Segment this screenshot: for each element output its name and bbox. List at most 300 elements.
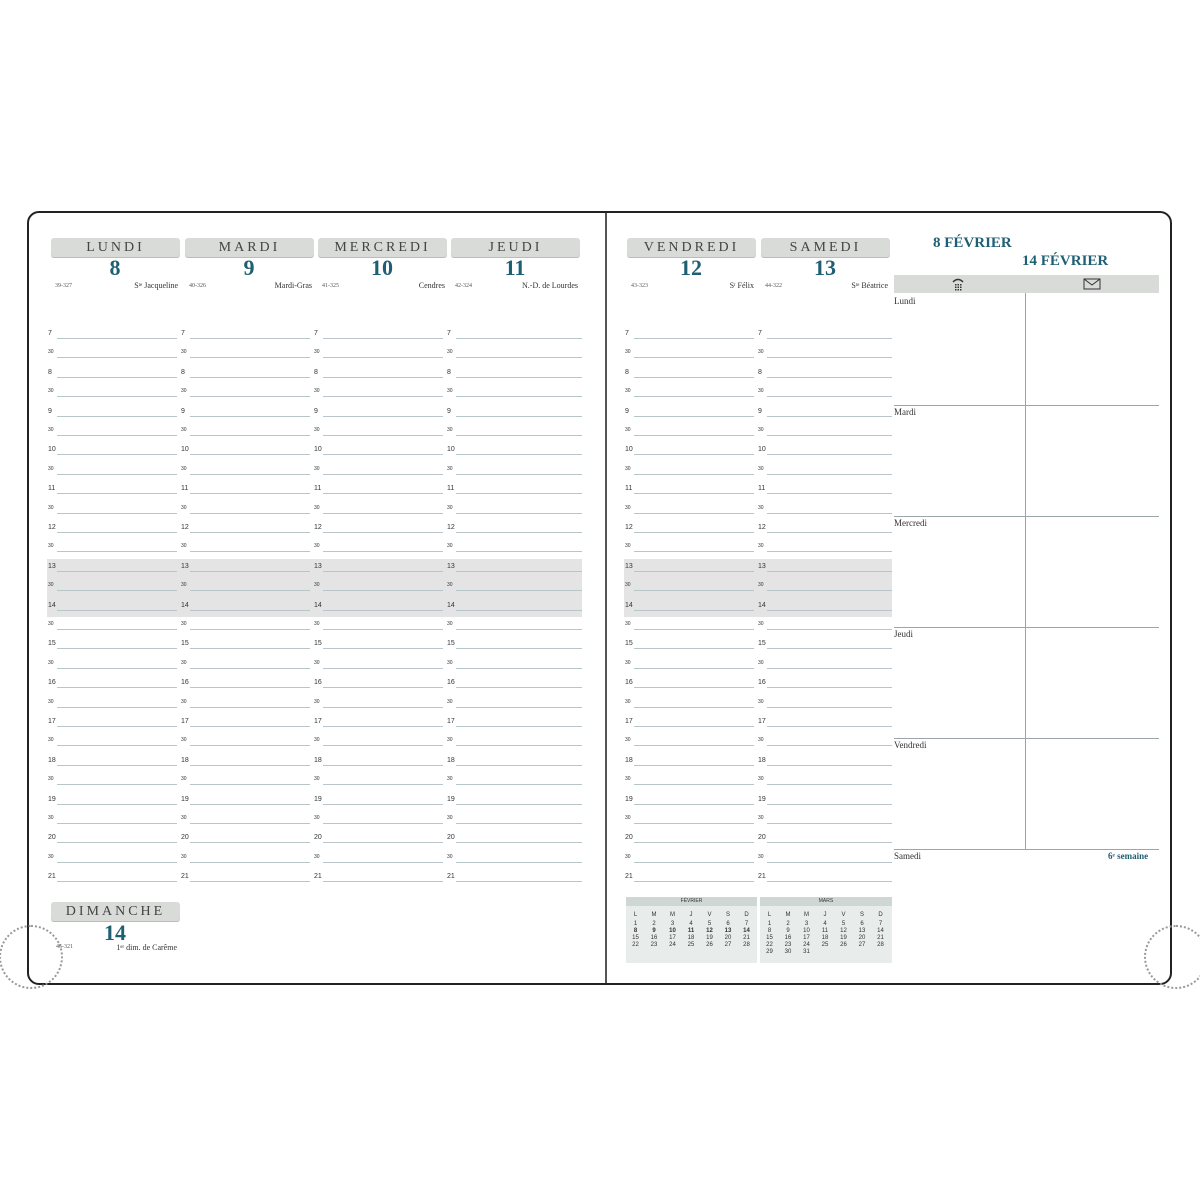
writing-line[interactable] xyxy=(767,610,892,611)
mini-calendar-day[interactable]: 15 xyxy=(766,935,773,941)
writing-line[interactable] xyxy=(57,416,177,417)
hour-label: 14 xyxy=(625,601,633,609)
hour-label: 30 xyxy=(181,621,187,627)
mini-calendar-day[interactable]: 19 xyxy=(706,935,713,941)
weekday-initial: J xyxy=(689,912,693,918)
writing-line[interactable] xyxy=(323,396,443,397)
hour-label: 12 xyxy=(758,524,766,531)
writing-line[interactable] xyxy=(323,377,443,378)
mini-calendar-day[interactable]: 28 xyxy=(743,942,750,948)
writing-line[interactable] xyxy=(323,338,443,339)
writing-line[interactable] xyxy=(767,435,892,436)
writing-line[interactable] xyxy=(323,842,443,843)
writing-line[interactable] xyxy=(57,881,177,882)
mini-calendar-day[interactable]: 4 xyxy=(689,921,693,927)
writing-line[interactable] xyxy=(767,396,892,397)
hour-label: 30 xyxy=(758,621,764,627)
mini-calendar-day[interactable]: 23 xyxy=(784,942,792,948)
writing-line[interactable] xyxy=(634,745,754,746)
weekday-initial: S xyxy=(859,912,864,918)
mini-calendar-day[interactable]: 18 xyxy=(687,935,695,941)
mini-calendar-day[interactable]: 10 xyxy=(803,928,810,934)
hour-label: 20 xyxy=(314,834,322,842)
mini-calendar-day[interactable]: 3 xyxy=(804,921,809,927)
writing-line[interactable] xyxy=(323,881,443,882)
writing-line[interactable] xyxy=(456,823,582,824)
writing-line[interactable] xyxy=(456,532,582,533)
writing-line[interactable] xyxy=(634,513,754,514)
hour-label: 30 xyxy=(48,504,54,511)
writing-line[interactable] xyxy=(190,377,310,378)
writing-line[interactable] xyxy=(57,513,177,514)
mini-calendar-day[interactable]: 16 xyxy=(784,935,792,941)
writing-line[interactable] xyxy=(323,745,443,746)
hour-label: 30 xyxy=(447,543,453,550)
mini-calendar-day[interactable]: 9 xyxy=(652,928,656,934)
hour-label: 13 xyxy=(48,562,56,570)
writing-line[interactable] xyxy=(456,707,582,708)
writing-line[interactable] xyxy=(767,668,892,669)
hour-label: 17 xyxy=(447,718,455,725)
hour-label: 30 xyxy=(314,504,320,511)
writing-line[interactable] xyxy=(767,513,892,514)
mini-calendar-day[interactable]: 22 xyxy=(766,942,773,948)
writing-line[interactable] xyxy=(767,416,892,417)
writing-line[interactable] xyxy=(323,707,443,708)
hour-label: 20 xyxy=(758,834,766,842)
writing-line[interactable] xyxy=(767,726,892,727)
writing-line[interactable] xyxy=(456,571,582,572)
week-number-sunday: 45-321 xyxy=(56,944,73,950)
writing-line[interactable] xyxy=(323,357,443,358)
writing-line[interactable] xyxy=(634,862,754,863)
writing-line[interactable] xyxy=(190,707,310,708)
writing-line[interactable] xyxy=(57,823,177,824)
writing-line[interactable] xyxy=(767,823,892,824)
writing-line[interactable] xyxy=(456,687,582,688)
writing-line[interactable] xyxy=(456,396,582,397)
mini-calendar-day[interactable]: 29 xyxy=(766,949,773,955)
writing-line[interactable] xyxy=(634,435,754,436)
writing-line[interactable] xyxy=(190,493,310,494)
mini-calendar-day[interactable]: 13 xyxy=(724,928,732,934)
writing-line[interactable] xyxy=(456,629,582,630)
writing-line[interactable] xyxy=(323,784,443,785)
writing-line[interactable] xyxy=(57,338,177,339)
hour-label: 30 xyxy=(181,815,187,821)
mini-calendar-day[interactable]: 23 xyxy=(650,942,658,948)
mini-calendar-day[interactable]: 27 xyxy=(858,942,866,948)
day-tab-sunday: DIMANCHE xyxy=(51,902,180,921)
mini-calendar-day[interactable]: 26 xyxy=(840,942,847,948)
writing-line[interactable] xyxy=(634,648,754,649)
writing-line[interactable] xyxy=(323,668,443,669)
hour-label: 16 xyxy=(758,679,766,687)
writing-line[interactable] xyxy=(57,435,177,436)
writing-line[interactable] xyxy=(190,571,310,572)
writing-line[interactable] xyxy=(634,804,754,805)
writing-line[interactable] xyxy=(456,842,582,843)
writing-line[interactable] xyxy=(634,765,754,766)
mini-calendar-day[interactable]: 4 xyxy=(823,921,827,927)
writing-line[interactable] xyxy=(634,590,754,591)
mini-calendar-day[interactable]: 5 xyxy=(707,921,712,927)
writing-line[interactable] xyxy=(456,551,582,552)
writing-line[interactable] xyxy=(456,474,582,475)
writing-line[interactable] xyxy=(767,590,892,591)
writing-line[interactable] xyxy=(767,804,892,805)
writing-line[interactable] xyxy=(456,493,582,494)
writing-line[interactable] xyxy=(323,648,443,649)
mini-calendar-day[interactable]: 28 xyxy=(877,942,884,948)
writing-line[interactable] xyxy=(634,687,754,688)
hour-label: 30 xyxy=(48,659,54,666)
writing-line[interactable] xyxy=(323,454,443,455)
mini-calendar-day[interactable]: 12 xyxy=(706,928,713,934)
week-title-from: 8 FÉVRIER xyxy=(933,235,1012,251)
mini-calendar-day[interactable]: 18 xyxy=(821,935,829,941)
writing-line[interactable] xyxy=(190,513,310,514)
writing-line[interactable] xyxy=(57,784,177,785)
writing-line[interactable] xyxy=(767,532,892,533)
hour-label: 9 xyxy=(314,407,318,415)
writing-line[interactable] xyxy=(767,629,892,630)
hour-label: 16 xyxy=(48,679,56,687)
writing-line[interactable] xyxy=(767,784,892,785)
writing-line[interactable] xyxy=(57,707,177,708)
writing-line[interactable] xyxy=(767,765,892,766)
week-number: 41-325 xyxy=(322,283,339,289)
hour-label: 17 xyxy=(48,718,56,725)
writing-line[interactable] xyxy=(190,687,310,688)
hour-label: 30 xyxy=(48,621,54,627)
writing-line[interactable] xyxy=(323,862,443,863)
hour-label: 30 xyxy=(625,504,631,511)
writing-line[interactable] xyxy=(323,474,443,475)
mini-calendar-day[interactable]: 15 xyxy=(632,935,639,941)
writing-line[interactable] xyxy=(634,357,754,358)
writing-line[interactable] xyxy=(767,357,892,358)
writing-line[interactable] xyxy=(57,629,177,630)
writing-line[interactable] xyxy=(456,648,582,649)
writing-line[interactable] xyxy=(190,532,310,533)
writing-line[interactable] xyxy=(767,454,892,455)
writing-line[interactable] xyxy=(456,357,582,358)
week-day-label: Lundi xyxy=(894,296,916,306)
mini-calendar-day[interactable]: 11 xyxy=(687,928,695,934)
writing-line[interactable] xyxy=(456,416,582,417)
mini-calendar-day[interactable]: 24 xyxy=(803,942,810,948)
writing-line[interactable] xyxy=(634,377,754,378)
writing-line[interactable] xyxy=(767,648,892,649)
writing-line[interactable] xyxy=(634,784,754,785)
writing-line[interactable] xyxy=(190,629,310,630)
writing-line[interactable] xyxy=(323,610,443,611)
writing-line[interactable] xyxy=(190,881,310,882)
mini-calendar-day[interactable]: 21 xyxy=(877,935,884,941)
writing-line[interactable] xyxy=(190,590,310,591)
mini-calendar-day[interactable]: 20 xyxy=(724,935,732,941)
hour-label: 14 xyxy=(181,601,189,609)
writing-line[interactable] xyxy=(190,357,310,358)
mini-calendar-day[interactable]: 24 xyxy=(669,942,676,948)
writing-line[interactable] xyxy=(767,842,892,843)
writing-line[interactable] xyxy=(323,416,443,417)
mini-calendar-day[interactable]: 3 xyxy=(670,921,675,927)
writing-line[interactable] xyxy=(456,745,582,746)
writing-line[interactable] xyxy=(767,745,892,746)
hour-label: 11 xyxy=(447,485,455,493)
mini-calendar-day[interactable]: 1 xyxy=(767,921,772,927)
writing-line[interactable] xyxy=(634,532,754,533)
mini-calendar-day[interactable]: 5 xyxy=(841,921,846,927)
hour-label: 30 xyxy=(625,698,631,705)
writing-line[interactable] xyxy=(190,416,310,417)
writing-line[interactable] xyxy=(456,610,582,611)
mini-calendar-day[interactable]: 1 xyxy=(633,921,638,927)
writing-line[interactable] xyxy=(57,454,177,455)
mini-calendar-day[interactable]: 21 xyxy=(743,935,750,941)
hour-label: 21 xyxy=(758,873,766,881)
writing-line[interactable] xyxy=(323,629,443,630)
mini-calendar-day[interactable]: 8 xyxy=(633,928,638,934)
writing-line[interactable] xyxy=(57,532,177,533)
writing-line[interactable] xyxy=(767,881,892,882)
writing-line[interactable] xyxy=(323,532,443,533)
hour-label: 30 xyxy=(314,582,320,589)
writing-line[interactable] xyxy=(634,726,754,727)
writing-line[interactable] xyxy=(190,745,310,746)
writing-line[interactable] xyxy=(456,377,582,378)
day-number: 9 xyxy=(243,255,255,280)
writing-line[interactable] xyxy=(767,571,892,572)
hour-label: 30 xyxy=(758,349,764,356)
writing-line[interactable] xyxy=(190,804,310,805)
day-tab: MERCREDI xyxy=(318,238,447,257)
writing-line[interactable] xyxy=(190,338,310,339)
mini-calendar-day[interactable]: 17 xyxy=(669,935,676,941)
writing-line[interactable] xyxy=(190,551,310,552)
writing-line[interactable] xyxy=(57,804,177,805)
writing-line[interactable] xyxy=(767,551,892,552)
writing-line[interactable] xyxy=(57,862,177,863)
mini-calendar-day[interactable]: 31 xyxy=(803,949,810,955)
writing-line[interactable] xyxy=(57,396,177,397)
corner-pocket-right xyxy=(1144,925,1200,989)
mini-calendar-day[interactable]: 7 xyxy=(878,921,883,927)
saint-name: N.-D. de Lourdes xyxy=(522,281,578,290)
writing-line[interactable] xyxy=(57,610,177,611)
writing-line[interactable] xyxy=(190,784,310,785)
writing-line[interactable] xyxy=(190,454,310,455)
mini-calendar-day[interactable]: 2 xyxy=(786,921,790,927)
mini-calendar-day[interactable]: 22 xyxy=(632,942,639,948)
mini-calendar-day[interactable]: 6 xyxy=(860,921,864,927)
hour-label: 30 xyxy=(314,388,320,395)
writing-line[interactable] xyxy=(634,493,754,494)
hour-label: 30 xyxy=(48,582,54,589)
writing-line[interactable] xyxy=(456,454,582,455)
writing-line[interactable] xyxy=(57,726,177,727)
writing-line[interactable] xyxy=(323,551,443,552)
hour-label: 30 xyxy=(181,427,187,433)
writing-line[interactable] xyxy=(190,726,310,727)
hour-label: 11 xyxy=(48,485,56,493)
writing-line[interactable] xyxy=(767,474,892,475)
writing-line[interactable] xyxy=(57,687,177,688)
mini-calendar-day[interactable]: 20 xyxy=(858,935,866,941)
writing-line[interactable] xyxy=(634,571,754,572)
mini-calendar-day[interactable]: 13 xyxy=(858,928,866,934)
writing-line[interactable] xyxy=(634,668,754,669)
mini-calendar-day[interactable]: 25 xyxy=(821,942,829,948)
writing-line[interactable] xyxy=(634,338,754,339)
writing-line[interactable] xyxy=(190,823,310,824)
writing-line[interactable] xyxy=(57,493,177,494)
week-day-label: Samedi xyxy=(894,851,921,861)
writing-line[interactable] xyxy=(57,765,177,766)
mini-calendar-day[interactable]: 8 xyxy=(767,928,772,934)
writing-line[interactable] xyxy=(323,435,443,436)
writing-line[interactable] xyxy=(57,745,177,746)
writing-line[interactable] xyxy=(323,726,443,727)
mini-calendar-day[interactable]: 9 xyxy=(786,928,790,934)
writing-line[interactable] xyxy=(456,668,582,669)
writing-line[interactable] xyxy=(634,474,754,475)
writing-line[interactable] xyxy=(634,396,754,397)
mini-calendar-day[interactable]: 26 xyxy=(706,942,713,948)
writing-line[interactable] xyxy=(190,648,310,649)
writing-line[interactable] xyxy=(323,513,443,514)
hour-label: 30 xyxy=(48,815,54,821)
hour-label: 30 xyxy=(181,504,187,511)
writing-line[interactable] xyxy=(767,338,892,339)
hour-label: 30 xyxy=(625,349,631,356)
writing-line[interactable] xyxy=(456,590,582,591)
writing-line[interactable] xyxy=(456,338,582,339)
writing-line[interactable] xyxy=(323,765,443,766)
writing-line[interactable] xyxy=(634,881,754,882)
writing-line[interactable] xyxy=(634,629,754,630)
writing-line[interactable] xyxy=(767,493,892,494)
writing-line[interactable] xyxy=(634,610,754,611)
hour-label: 9 xyxy=(625,407,629,415)
mini-calendar-day[interactable]: 17 xyxy=(803,935,810,941)
week-title-to: 14 FÉVRIER xyxy=(1022,253,1109,269)
hour-label: 12 xyxy=(625,524,633,531)
mini-calendar-day[interactable]: 11 xyxy=(821,928,829,934)
writing-line[interactable] xyxy=(456,513,582,514)
hour-label: 30 xyxy=(181,582,187,589)
writing-line[interactable] xyxy=(634,416,754,417)
mini-calendar-day[interactable]: 16 xyxy=(650,935,658,941)
mini-calendar-day[interactable]: 6 xyxy=(726,921,730,927)
hour-label: 7 xyxy=(758,330,762,337)
mini-calendar-day[interactable]: 12 xyxy=(840,928,847,934)
writing-line[interactable] xyxy=(57,377,177,378)
hour-label: 30 xyxy=(758,543,764,550)
mini-calendar-day[interactable]: 30 xyxy=(784,949,792,955)
writing-line[interactable] xyxy=(634,707,754,708)
mini-calendar-day[interactable]: 14 xyxy=(743,928,750,934)
writing-line[interactable] xyxy=(323,823,443,824)
writing-line[interactable] xyxy=(634,454,754,455)
writing-line[interactable] xyxy=(767,687,892,688)
writing-line[interactable] xyxy=(456,804,582,805)
writing-line[interactable] xyxy=(190,610,310,611)
hour-label: 15 xyxy=(625,640,633,648)
writing-line[interactable] xyxy=(456,726,582,727)
mini-calendar-day[interactable]: 27 xyxy=(724,942,732,948)
writing-line[interactable] xyxy=(190,435,310,436)
writing-line[interactable] xyxy=(456,784,582,785)
writing-line[interactable] xyxy=(323,571,443,572)
hour-label: 30 xyxy=(447,737,453,744)
writing-line[interactable] xyxy=(190,862,310,863)
saint-name: Cendres xyxy=(418,281,445,290)
writing-line[interactable] xyxy=(634,551,754,552)
mini-calendar-day[interactable]: 25 xyxy=(687,942,695,948)
writing-line[interactable] xyxy=(767,377,892,378)
mini-calendar xyxy=(626,897,757,963)
writing-line[interactable] xyxy=(190,842,310,843)
hour-label: 15 xyxy=(758,640,766,648)
hour-label: 17 xyxy=(758,718,766,725)
writing-line[interactable] xyxy=(634,842,754,843)
writing-line[interactable] xyxy=(190,765,310,766)
writing-line[interactable] xyxy=(57,357,177,358)
notes-area[interactable] xyxy=(894,293,1159,850)
writing-line[interactable] xyxy=(57,571,177,572)
writing-line[interactable] xyxy=(190,668,310,669)
writing-line[interactable] xyxy=(456,862,582,863)
writing-line[interactable] xyxy=(57,648,177,649)
writing-line[interactable] xyxy=(190,396,310,397)
mini-calendar-day[interactable]: 14 xyxy=(877,928,884,934)
mini-calendar-day[interactable]: 2 xyxy=(652,921,656,927)
writing-line[interactable] xyxy=(190,474,310,475)
hour-label: 30 xyxy=(447,349,453,356)
writing-line[interactable] xyxy=(57,842,177,843)
writing-line[interactable] xyxy=(767,707,892,708)
writing-line[interactable] xyxy=(323,493,443,494)
writing-line[interactable] xyxy=(456,435,582,436)
week-day-label: Mercredi xyxy=(894,518,927,528)
mini-calendar-day[interactable]: 10 xyxy=(669,928,676,934)
hour-label: 30 xyxy=(48,543,54,550)
weekday-initial: V xyxy=(707,912,712,918)
hour-label: 15 xyxy=(181,640,189,648)
writing-line[interactable] xyxy=(57,590,177,591)
weekday-initial: M xyxy=(785,912,791,918)
writing-line[interactable] xyxy=(323,804,443,805)
saint-name: Sᵗ Félix xyxy=(729,281,754,290)
writing-line[interactable] xyxy=(767,862,892,863)
week-day-label: Vendredi xyxy=(894,740,927,750)
writing-line[interactable] xyxy=(323,687,443,688)
hour-label: 30 xyxy=(447,698,453,705)
writing-line[interactable] xyxy=(456,765,582,766)
mini-calendar-day[interactable]: 7 xyxy=(744,921,749,927)
mini-calendar-day[interactable]: 19 xyxy=(840,935,847,941)
writing-line[interactable] xyxy=(456,881,582,882)
hour-label: 12 xyxy=(181,524,189,531)
writing-line[interactable] xyxy=(57,474,177,475)
writing-line[interactable] xyxy=(323,590,443,591)
writing-line[interactable] xyxy=(57,551,177,552)
writing-line[interactable] xyxy=(57,668,177,669)
writing-line[interactable] xyxy=(634,823,754,824)
